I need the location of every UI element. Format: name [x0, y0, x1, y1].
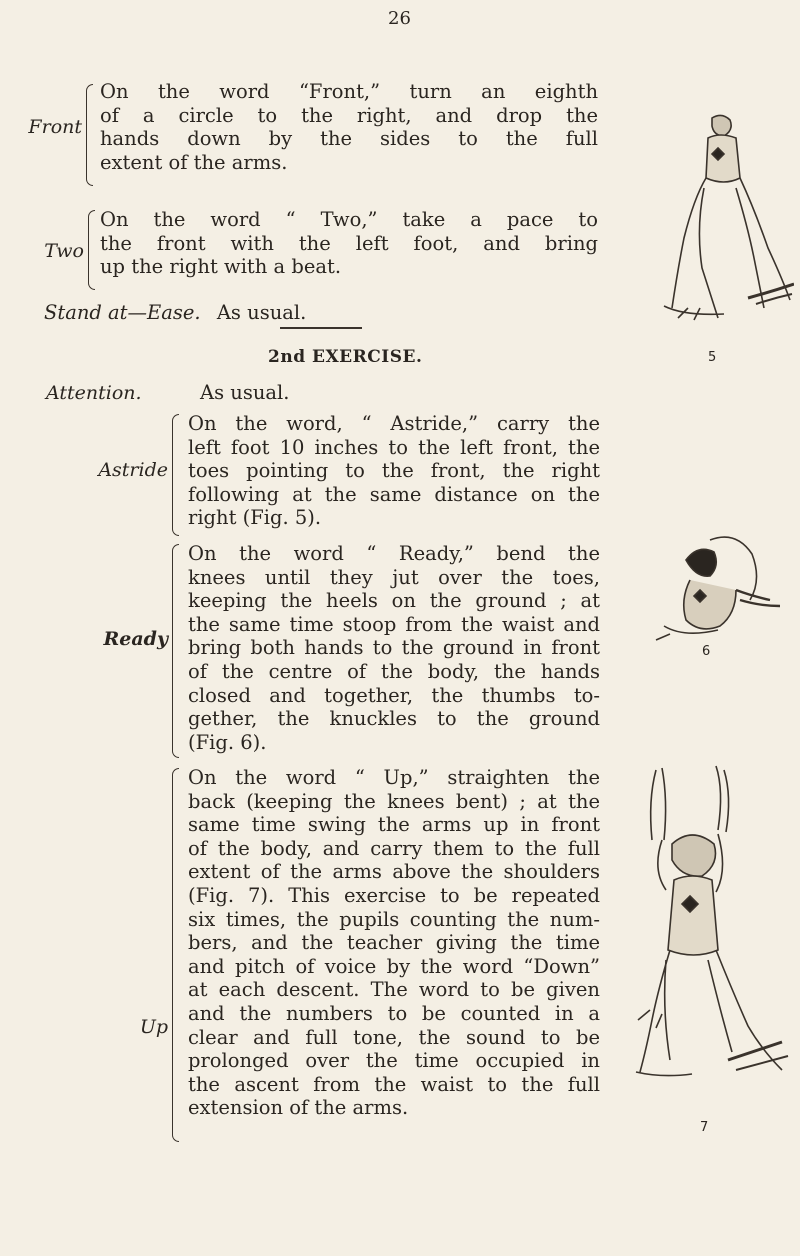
text-line: extent of the arms.: [100, 150, 288, 174]
text-line: extent of the arms above the shoulders: [188, 860, 600, 884]
text-line: six times, the pupils counting the num-: [188, 907, 600, 931]
text-line: of the body, and carry them to the full: [188, 836, 600, 860]
ready-brace: [172, 544, 179, 758]
text-line: extension of the arms.: [188, 1096, 409, 1120]
figure-number: 5: [708, 350, 717, 365]
two-label: Two: [44, 240, 84, 262]
attention-label: Attention.: [46, 382, 142, 404]
text-line: right (Fig. 5).: [188, 506, 322, 530]
text-line: keeping the heels on the ground ; at: [188, 589, 600, 613]
text-line: gether, the knuckles to the ground: [188, 707, 600, 731]
astride-paragraph: [188, 412, 600, 530]
attention-text: As usual.: [200, 381, 290, 404]
text-line: the ascent from the waist to the full: [188, 1072, 600, 1096]
text-line: at each descent. The word to be given: [188, 978, 600, 1002]
text-line: clear and full tone, the sound to be: [188, 1025, 600, 1049]
text-line: of the centre of the body, the hands: [188, 659, 600, 683]
text-line: the front with the left foot, and bring: [100, 231, 598, 255]
text-line: hands down by the sides to the full: [100, 127, 598, 151]
astride-label: Astride: [98, 459, 168, 481]
text-line: the same time stoop from the waist and: [188, 612, 600, 636]
text-line: On the word “ Ready,” bend the: [188, 542, 600, 565]
figure-number: 7: [700, 1120, 709, 1135]
ready-label: Ready: [103, 628, 168, 650]
stand-at-ease-label: Stand at—Ease.: [44, 301, 201, 324]
text-line: On the word “Front,” turn an eighth: [100, 80, 598, 103]
figure-astride-drawing: [644, 108, 794, 368]
stand-at-ease: [44, 301, 306, 324]
stand-at-ease-text: As usual.: [216, 301, 307, 324]
text-line: On the word, “ Astride,” carry the: [188, 412, 600, 435]
text-line: (Fig. 6).: [188, 730, 267, 754]
text-line: and pitch of voice by the word “Down”: [188, 954, 600, 978]
text-line: closed and together, the thumbs to-: [188, 683, 600, 707]
astride-brace: [172, 414, 179, 536]
text-line: (Fig. 7). This exercise to be repeated: [188, 883, 600, 907]
text-line: prolonged over the time occupied in: [188, 1049, 600, 1073]
two-paragraph: [100, 208, 598, 279]
up-paragraph: [188, 766, 600, 1120]
text-line: following at the same distance on the: [188, 482, 600, 506]
text-line: bers, and the teacher giving the time: [188, 931, 600, 955]
text-line: On the word “ Two,” take a pace to: [100, 208, 598, 231]
ready-paragraph: [188, 542, 600, 754]
text-line: and the numbers to be counted in a: [188, 1001, 600, 1025]
text-line: bring both hands to the ground in front: [188, 636, 600, 660]
page-number: 26: [388, 8, 411, 29]
up-label: Up: [139, 1016, 168, 1038]
text-line: On the word “ Up,” straighten the: [188, 766, 600, 789]
figure-arms-up-drawing: [632, 760, 792, 1110]
up-brace: [172, 768, 179, 1142]
text-line: of a circle to the right, and drop the: [100, 103, 598, 127]
text-line: same time swing the arms up in front: [188, 813, 600, 837]
exercise-heading: 2nd EXERCISE.: [268, 347, 423, 367]
text-line: toes pointing to the front, the right: [188, 459, 600, 483]
text-line: back (keeping the knees bent) ; at the: [188, 789, 600, 813]
text-line: up the right with a beat.: [100, 255, 342, 279]
text-line: knees until they jut over the toes,: [188, 565, 600, 589]
text-line: left foot 10 inches to the left front, the: [188, 435, 600, 459]
section-divider: [280, 327, 362, 329]
front-label: Front: [28, 116, 82, 138]
two-brace: [88, 210, 95, 290]
figure-number: 6: [702, 644, 711, 659]
front-brace: [86, 84, 93, 186]
figure-crouch-drawing: [640, 530, 790, 650]
front-paragraph: [100, 80, 598, 174]
